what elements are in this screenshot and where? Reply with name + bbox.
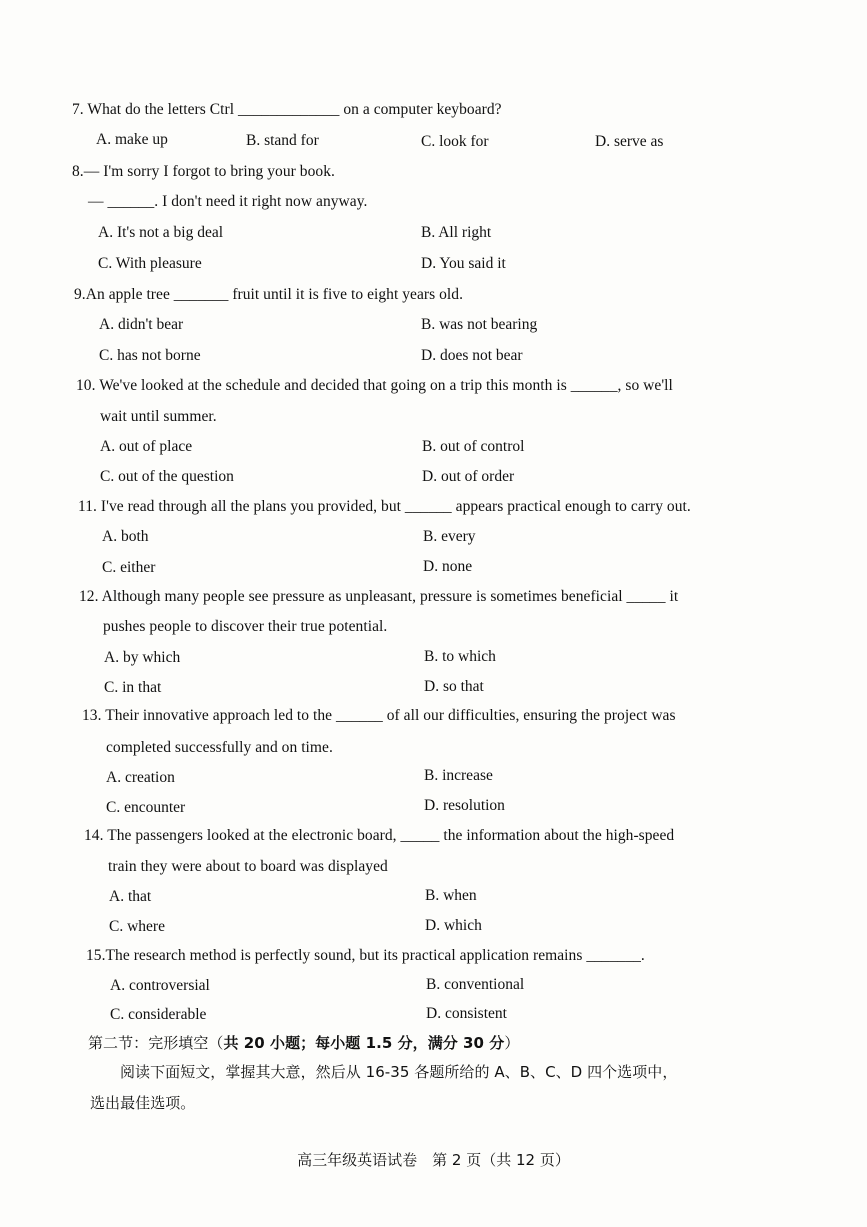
question-10-stem-line-2: wait until summer.: [100, 408, 217, 425]
question-13-stem-line-2: completed successfully and on time.: [106, 739, 333, 756]
question-15-option-c: C. considerable: [110, 1006, 207, 1023]
question-14-option-c: C. where: [109, 918, 165, 935]
question-12-option-a: A. by which: [104, 649, 181, 666]
question-10-option-d: D. out of order: [422, 468, 515, 485]
question-9-option-a: A. didn't bear: [99, 316, 184, 333]
question-13-option-c: C. encounter: [106, 799, 186, 816]
question-12-option-d: D. so that: [424, 678, 484, 695]
section-2-heading: 第二节：完形填空（共 20 小题；每小题 1.5 分，满分 30 分）: [88, 1034, 520, 1052]
question-9-option-b: B. was not bearing: [421, 316, 538, 333]
question-15-stem: 15.The research method is perfectly sound, but its practical application remains _______.: [86, 947, 645, 964]
question-10-option-b: B. out of control: [422, 438, 525, 455]
question-14-stem-line-2: train they were about to board was displayed: [108, 858, 388, 875]
section-2-instruction-line-2: 选出最佳选项。: [90, 1094, 196, 1112]
question-15-option-a: A. controversial: [110, 977, 210, 994]
question-7-option-a: A. make up: [96, 131, 168, 148]
question-11-option-d: D. none: [423, 558, 473, 575]
question-14-option-b: B. when: [425, 887, 477, 904]
section-2-instruction-line-1: 阅读下面短文，掌握其大意，然后从 16-35 各题所给的 A、B、C、D 四个选项中，: [120, 1063, 678, 1081]
question-11-option-b: B. every: [423, 528, 476, 545]
question-11-stem: 11. I've read through all the plans you provided, but ______ appears practical enough to carry out.: [78, 498, 691, 515]
question-10-option-a: A. out of place: [100, 438, 193, 455]
question-14-option-d: D. which: [425, 917, 482, 934]
question-9-stem: 9.An apple tree _______ fruit until it is five to eight years old.: [74, 286, 464, 303]
question-13-option-b: B. increase: [424, 767, 493, 784]
question-8-option-a: A. It's not a big deal: [98, 224, 224, 241]
question-8-stem-line-2: — ______. I don't need it right now anyway.: [88, 193, 368, 210]
question-9-option-c: C. has not borne: [99, 347, 201, 364]
question-14-stem-line-1: 14. The passengers looked at the electronic board, _____ the information about the high-speed: [84, 827, 675, 844]
question-12-stem-line-1: 12. Although many people see pressure as unpleasant, pressure is sometimes beneficial _____ it: [79, 588, 679, 605]
question-12-stem-line-2: pushes people to discover their true potential.: [103, 618, 388, 635]
question-8-stem-line-1: 8.— I'm sorry I forgot to bring your book.: [72, 163, 335, 180]
question-10-stem-line-1: 10. We've looked at the schedule and decided that going on a trip this month is ______, so we'll: [76, 377, 673, 394]
question-12-option-c: C. in that: [104, 679, 162, 696]
question-7-option-b: B. stand for: [246, 132, 319, 149]
question-14-option-a: A. that: [109, 888, 152, 905]
question-10-option-c: C. out of the question: [100, 468, 234, 485]
question-7-option-d: D. serve as: [595, 133, 664, 150]
question-8-option-b: B. All right: [421, 224, 492, 241]
question-8-option-d: D. You said it: [421, 255, 506, 272]
question-15-option-d: D. consistent: [426, 1005, 507, 1022]
page-footer: 高三年级英语试卷 第 2 页（共 12 页）: [297, 1151, 570, 1169]
question-13-stem-line-1: 13. Their innovative approach led to the ______ of all our difficulties, ensuring the project was: [82, 707, 676, 724]
question-11-option-c: C. either: [102, 559, 156, 576]
question-11-option-a: A. both: [102, 528, 149, 545]
question-13-option-d: D. resolution: [424, 797, 505, 814]
question-7-option-c: C. look for: [421, 133, 489, 150]
question-12-option-b: B. to which: [424, 648, 496, 665]
question-8-option-c: C. With pleasure: [98, 255, 202, 272]
question-9-option-d: D. does not bear: [421, 347, 523, 364]
question-7-stem: 7. What do the letters Ctrl _____________ on a computer keyboard?: [72, 101, 502, 118]
question-15-option-b: B. conventional: [426, 976, 525, 993]
question-13-option-a: A. creation: [106, 769, 175, 786]
